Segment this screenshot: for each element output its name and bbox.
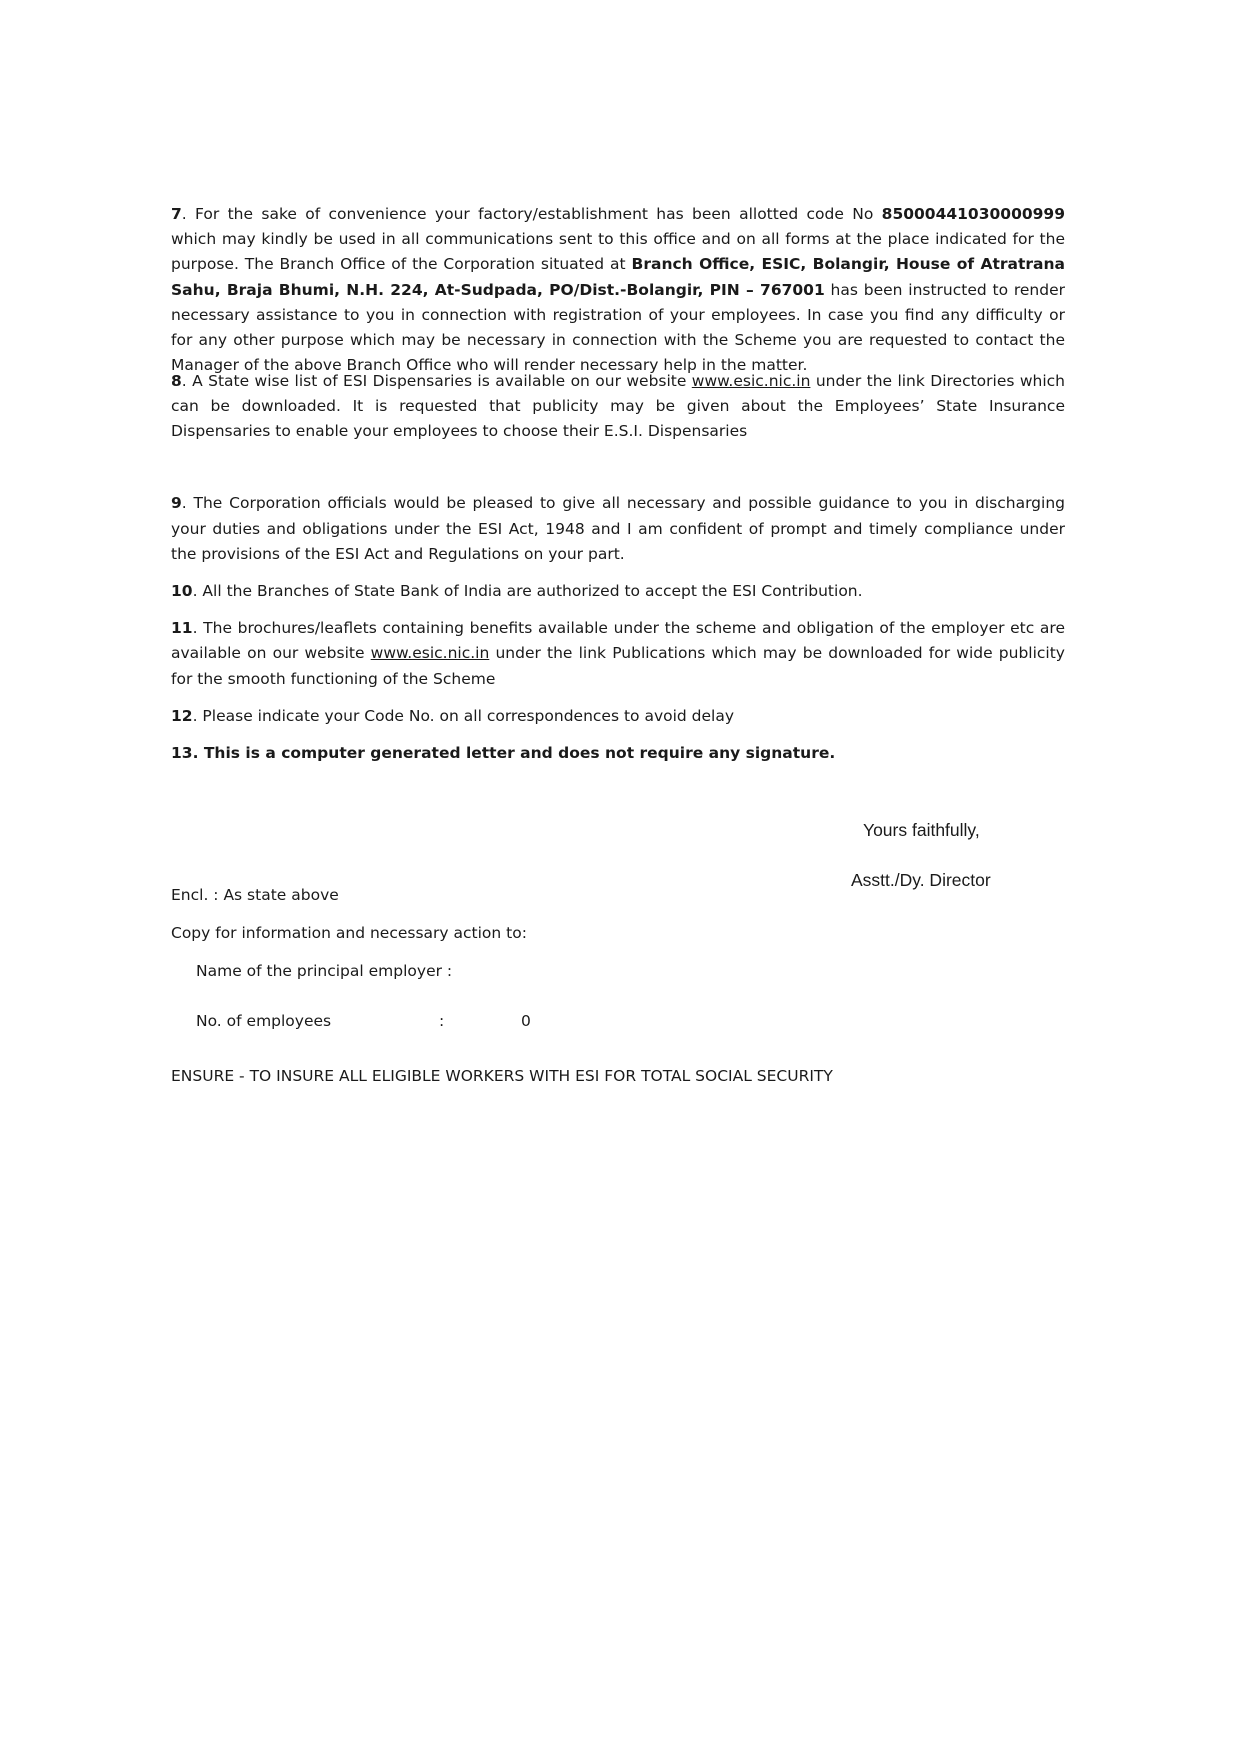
paragraph-13 (171, 741, 1065, 766)
website-link[interactable]: www.esic.nic.in (370, 644, 490, 663)
paragraph-text: . The Corporation officials would be pleased to give all necessary and possible guidance to you in discharging your duties and obligations under the ESI Act, 1948 and I am confident of prompt and timely compliance under the provisions of the ESI Act and Regulations on your part. (171, 494, 1065, 563)
footer-slogan: ENSURE - TO INSURE ALL ELIGIBLE WORKERS WITH ESI FOR TOTAL SOCIAL SECURITY (171, 1067, 833, 1085)
paragraph-text: has been instructed to render necessary assistance to you in connection with registration of your employees. In case you find any difficulty or for any other purpose which may be necessary in connection with the Scheme you are requested to contact the Manager of the above Branch Office who will render necessary help in the matter. (171, 280, 1066, 375)
letter-body (171, 202, 1065, 778)
paragraph-text: under the link Publications which may be downloaded for wide publicity for the smooth functioning of the Scheme (171, 644, 1065, 688)
paragraph-number: 7 (171, 205, 182, 223)
paragraph-8 (171, 369, 1065, 445)
paragraph-text: which may kindly be used in all communications sent to this office and on all forms at the place indicated for the purpose. The Branch Office of the Corporation situated at (171, 230, 1065, 274)
signatory-designation: Asstt./Dy. Director (851, 870, 991, 890)
paragraph-10 (171, 579, 1065, 604)
branch-office-address: Branch Office, ESIC, Bolangir, House of Atratrana Sahu, Braja Bhumi, N.H. 224, At-Sudpada, PO/Dist.-Bolangir, PIN – 767001 (171, 255, 1066, 299)
paragraph-number: 10 (171, 582, 193, 601)
principal-employer-row (196, 960, 452, 982)
enclosure-line: Encl. : As state above (171, 886, 339, 904)
paragraph-text: . All the Branches of State Bank of India are authorized to accept the ESI Contribution. (192, 582, 863, 601)
paragraph-12 (171, 704, 1065, 729)
signature-note: . This is a computer generated letter and does not require any signature. (192, 744, 836, 763)
principal-employer-label: Name of the principal employer : (196, 962, 453, 980)
employees-count-label: No. of employees (196, 1012, 332, 1030)
paragraph-text: . The brochures/leaflets containing benefits available under the scheme and obligation of the employer etc are available on our website (171, 619, 1065, 663)
website-link[interactable]: www.esic.nic.in (691, 371, 811, 390)
paragraph-9 (171, 491, 1065, 567)
paragraph-text: . A State wise list of ESI Dispensaries is available on our website (181, 371, 692, 390)
paragraph-number: 12 (171, 706, 193, 725)
yours-faithfully: Yours faithfully, (863, 820, 980, 840)
paragraph-number: 8 (171, 371, 182, 390)
copy-to-line: Copy for information and necessary action to: (171, 924, 527, 942)
paragraph-number: 13 (171, 744, 193, 763)
employees-count-value: 0 (521, 1012, 531, 1030)
paragraph-text: . Please indicate your Code No. on all correspondences to avoid delay (192, 706, 735, 725)
paragraph-number: 11 (171, 619, 193, 638)
paragraph-text: under the link Directories which can be downloaded. It is requested that publicity may be given about the Employees’ State Insurance Dispensaries to enable your employees to choose their E.S.I. Dispensaries (171, 371, 1065, 441)
employees-count-separator: : (439, 1012, 445, 1030)
paragraph-text: . For the sake of convenience your factory/establishment has been allotted code No (181, 205, 882, 223)
paragraph-7 (171, 202, 1065, 378)
employer-code: 85000441030000999 (881, 205, 1065, 223)
paragraph-11 (171, 616, 1065, 692)
paragraph-number: 9 (171, 494, 182, 513)
